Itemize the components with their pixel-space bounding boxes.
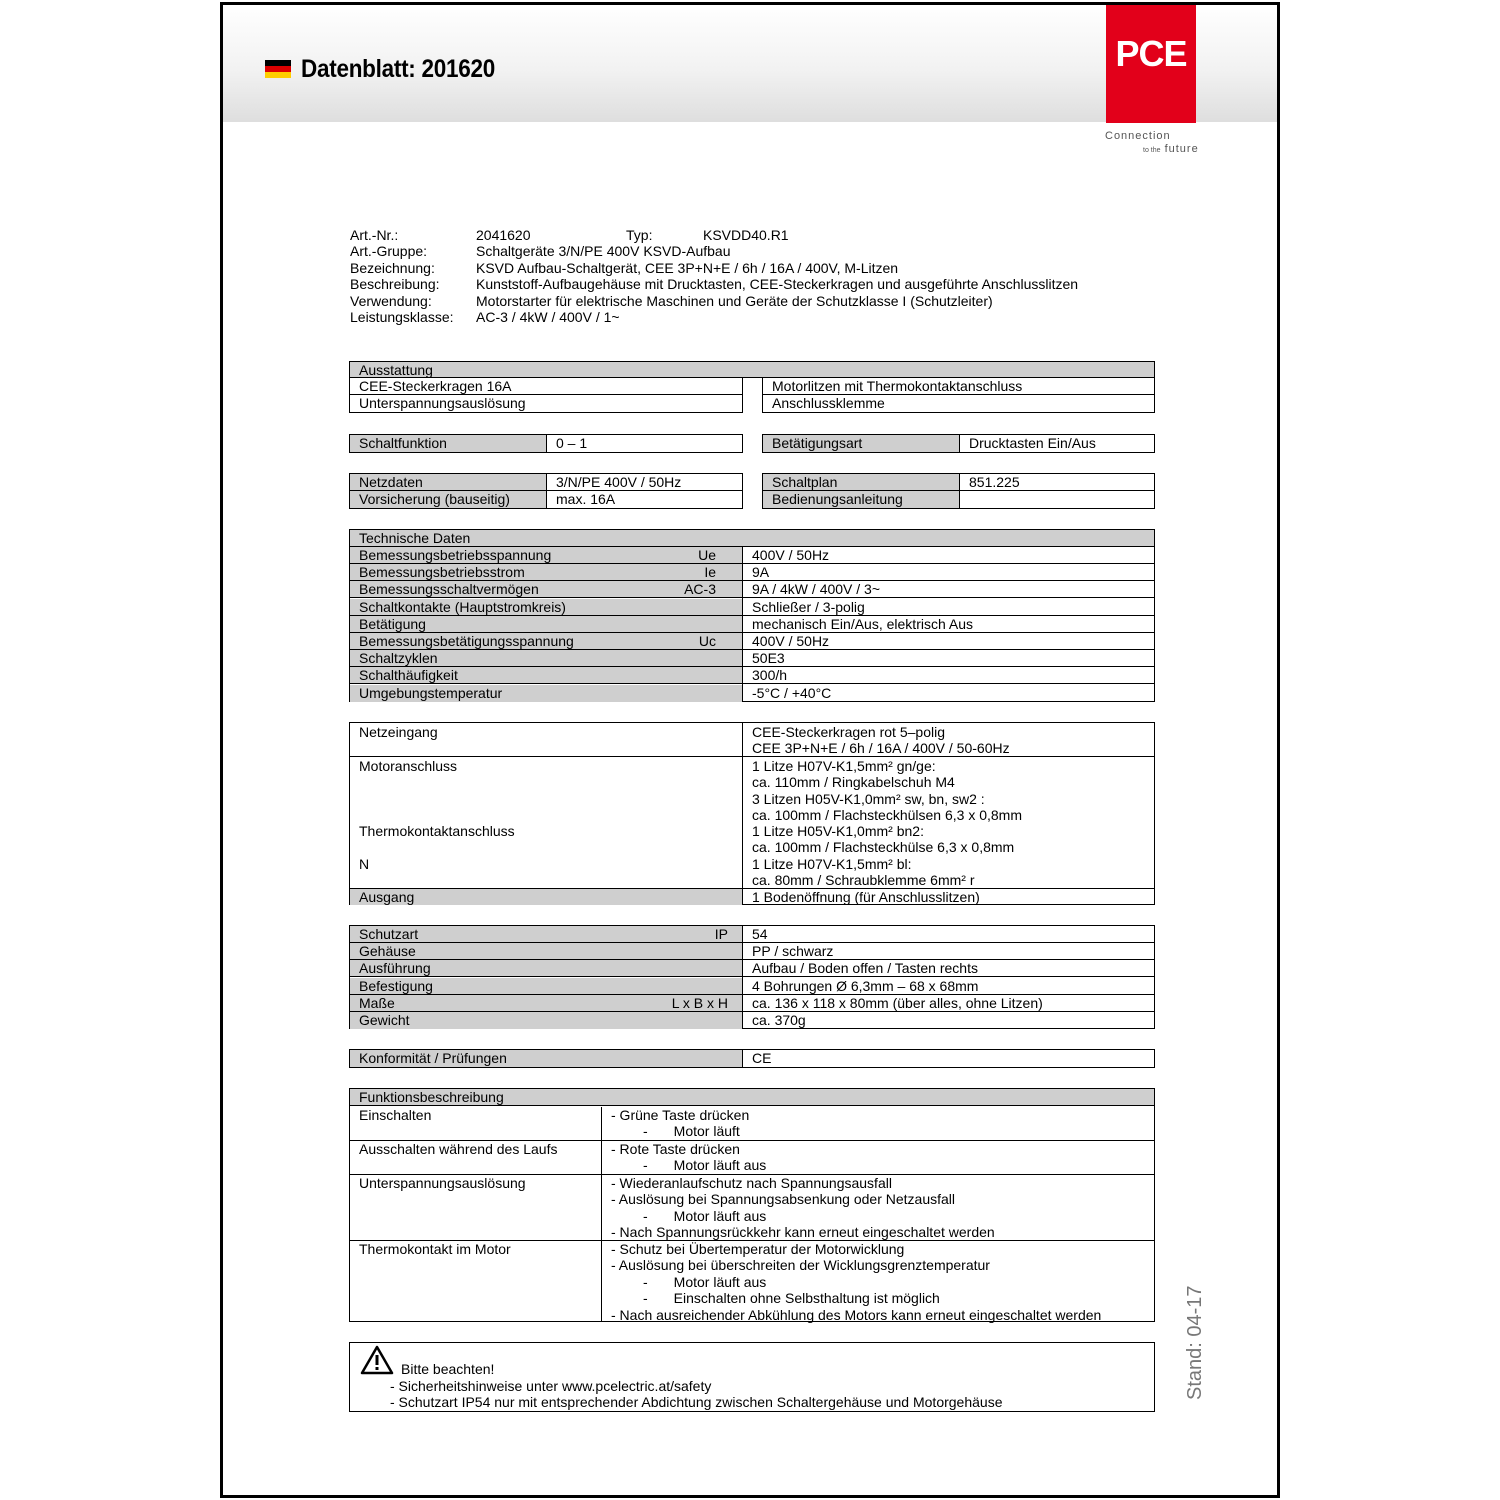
slogan-line1: Connection — [1105, 130, 1171, 142]
gehaeuse-row-label: Ausführung — [350, 960, 742, 977]
ausstattung-item: Motorlitzen mit Thermokontaktanschluss — [762, 378, 1155, 395]
gehaeuse-row-value: Aufbau / Boden offen / Tasten rechts — [743, 960, 1154, 977]
page-title: Datenblatt: 201620 — [301, 55, 495, 83]
bedienungsanleitung-value — [960, 491, 1155, 508]
typ-label: Typ: — [626, 227, 653, 243]
gehaeuse-row-value: ca. 136 x 118 x 80mm (über alles, ohne Litzen) — [743, 995, 1154, 1012]
funktionsbeschreibung-table — [349, 1088, 1155, 1322]
gehaeuse-row-label: Maße — [350, 995, 742, 1012]
thermokontakt-motor-text: - Schutz bei Übertemperatur der Motorwicklung - Auslösung bei überschreiten der Wicklungsgrenztemperatur - Motor läuft aus - Einschalten ohne Selbsthaltung ist möglich - Nach ausreichender Abkühlung des Motors kann erneut eingeschaltet werden — [611, 1241, 1102, 1323]
tech-row-label: Bemessungsbetriebsspannung — [350, 547, 742, 564]
tech-row-value: Schließer / 3-polig — [743, 599, 1154, 616]
vorsicherung-value: max. 16A — [556, 491, 616, 507]
warning-icon — [360, 1345, 394, 1375]
einschalten-text: - Grüne Taste drücken - Motor läuft — [611, 1107, 750, 1140]
tech-row-value: 400V / 50Hz — [743, 633, 1154, 650]
netzdaten-table — [349, 473, 743, 509]
gehaeuse-row-label: Gewicht — [350, 1012, 742, 1029]
konformitaet-label: Konformität / Prüfungen — [350, 1050, 742, 1067]
tech-row-value: 50E3 — [743, 650, 1154, 667]
info-label: Bezeichnung: — [350, 259, 435, 276]
tech-row-value: 300/h — [743, 667, 1154, 684]
tech-row-label: Umgebungstemperatur — [350, 685, 742, 702]
schaltfunktion-value: 0 – 1 — [556, 435, 588, 451]
hinweis-title: Bitte beachten! — [401, 1361, 495, 1377]
tech-row-value: 400V / 50Hz — [743, 547, 1154, 564]
konformitaet-table — [349, 1049, 1155, 1068]
ausstattung-item: Unterspannungsauslösung — [349, 395, 743, 413]
tech-row-symbol: Ue — [698, 547, 716, 563]
info-label: Beschreibung: — [350, 276, 440, 293]
tech-row-symbol: Ie — [704, 564, 716, 581]
funktion-title: Funktionsbeschreibung — [350, 1089, 1154, 1106]
gehaeuse-row-label: Gehäuse — [350, 943, 742, 960]
anschluss-table — [349, 722, 1155, 905]
tech-row-value: -5°C / +40°C — [752, 684, 832, 701]
n-label: N — [359, 856, 370, 872]
thermokontakt-motor-label: Thermokontakt im Motor — [359, 1241, 511, 1257]
info-label: Verwendung: — [350, 292, 432, 309]
gehaeuse-table — [349, 925, 1155, 1029]
netzdaten-label: Netzdaten — [350, 474, 546, 491]
info-label: Art.-Gruppe: — [350, 243, 428, 260]
datasheet-page — [220, 2, 1280, 1498]
tech-row-label: Schaltkontakte (Hauptstromkreis) — [350, 599, 742, 616]
gehaeuse-row-symbol: IP — [714, 926, 728, 942]
tech-row-symbol: AC-3 — [684, 581, 716, 598]
technische-daten-table — [349, 529, 1155, 702]
ausschalten-label: Ausschalten während des Laufs — [359, 1141, 558, 1157]
art-nr-label: Art.-Nr.: — [350, 227, 399, 243]
slogan-line2: to the future — [1143, 143, 1199, 155]
german-flag-icon — [265, 60, 291, 78]
gehaeuse-row-value: 54 — [743, 926, 1154, 943]
gehaeuse-row-value: 4 Bohrungen Ø 6,3mm – 68 x 68mm — [743, 978, 1154, 995]
technische-daten-title: Technische Daten — [350, 530, 1154, 547]
motoranschluss-value: 1 Litze H07V-K1,5mm² gn/ge: ca. 110mm / Ringkabelschuh M4 3 Litzen H05V-K1,0mm² sw, bn, sw2 : ca. 100mm / Flachsteckhülsen 6,3 x 0,8mm — [752, 758, 1022, 824]
konformitaet-value: CE — [752, 1050, 772, 1066]
ausstattung-title: Ausstattung — [349, 361, 1155, 378]
tech-row-label: Schalthäufigkeit — [350, 667, 742, 684]
info-value: AC-3 / 4kW / 400V / 1~ — [476, 308, 620, 325]
tech-row-label: Bemessungsschaltvermögen — [350, 581, 742, 598]
art-nr-value: 2041620 — [476, 227, 531, 243]
ausstattung-item: CEE-Steckerkragen 16A — [349, 378, 743, 395]
info-value: Kunststoff-Aufbaugehäuse mit Drucktasten, CEE-Steckerkragen und ausgeführte Anschlusslitzen — [476, 276, 1079, 293]
unterspannung-text: - Wiederanlaufschutz nach Spannungsausfall - Auslösung bei Spannungsabsenkung oder Netzausfall - Motor läuft aus - Nach Spannungsrückkehr kann erneut eingeschaltet werden — [611, 1175, 995, 1241]
ausstattung-table — [349, 361, 1155, 414]
gehaeuse-row-value: PP / schwarz — [743, 943, 1154, 960]
gehaeuse-row-symbol: L x B x H — [671, 994, 728, 1011]
info-label: Leistungsklasse: — [350, 308, 454, 325]
betaetigungsart-label: Betätigungsart — [763, 435, 959, 452]
schaltplan-label: Schaltplan — [763, 474, 959, 491]
typ-value: KSVDD40.R1 — [703, 227, 789, 243]
netzeingang-label: Netzeingang — [359, 724, 438, 740]
tech-row-label: Bemessungsbetriebsstrom — [350, 564, 742, 581]
thermokontakt-value: 1 Litze H05V-K1,0mm² bn2: ca. 100mm / Flachsteckhülse 6,3 x 0,8mm — [752, 823, 1015, 856]
gehaeuse-row-label: Befestigung — [350, 978, 742, 995]
thermokontakt-label: Thermokontaktanschluss — [359, 823, 515, 839]
betaetigungsart-value: Drucktasten Ein/Aus — [969, 435, 1096, 451]
tech-row-label: Betätigung — [350, 616, 742, 633]
bedienungsanleitung-label: Bedienungsanleitung — [763, 491, 959, 508]
ausgang-label: Ausgang — [350, 889, 742, 905]
tech-row-label: Bemessungsbetätigungsspannung — [350, 633, 742, 650]
info-value: Motorstarter für elektrische Maschinen und Geräte der Schutzklasse I (Schutzleiter) — [476, 292, 993, 309]
ausstattung-item: Anschlussklemme — [762, 395, 1155, 413]
info-value: Schaltgeräte 3/N/PE 400V KSVD-Aufbau — [476, 243, 731, 260]
vorsicherung-label: Vorsicherung (bauseitig) — [350, 491, 546, 508]
tech-row-value: mechanisch Ein/Aus, elektrisch Aus — [743, 616, 1154, 633]
gehaeuse-row-label: Schutzart — [350, 926, 742, 943]
tech-row-value: 9A — [743, 564, 1154, 581]
tech-row-value: 9A / 4kW / 400V / 3~ — [743, 581, 1154, 598]
tech-row-symbol: Uc — [698, 633, 716, 649]
motoranschluss-label: Motoranschluss — [359, 758, 458, 774]
betaetigungsart-table — [762, 434, 1155, 453]
info-value: KSVD Aufbau-Schaltgerät, CEE 3P+N+E / 6h / 16A / 400V, M-Litzen — [476, 259, 899, 276]
hinweis-lines: - Sicherheitshinweise unter www.pcelectric.at/safety - Schutzart IP54 nur mit entsprechender Abdichtung zwischen Schaltergehäuse und Motorgehäuse — [390, 1378, 1003, 1411]
einschalten-label: Einschalten — [359, 1107, 432, 1123]
schaltfunktion-label: Schaltfunktion — [350, 435, 546, 452]
ausgang-value: 1 Bodenöffnung (für Anschlusslitzen) — [752, 889, 980, 905]
stand-label: Stand: 04-17 — [1184, 1285, 1206, 1400]
schaltplan-table — [762, 473, 1155, 509]
tech-row-label: Schaltzyklen — [350, 650, 742, 667]
unterspannung-label: Unterspannungsauslösung — [359, 1175, 526, 1191]
netzeingang-value: CEE-Steckerkragen rot 5–polig CEE 3P+N+E / 6h / 16A / 400V / 50-60Hz — [752, 724, 1010, 757]
netzdaten-value: 3/N/PE 400V / 50Hz — [547, 474, 743, 491]
gehaeuse-row-value: ca. 370g — [752, 1012, 806, 1028]
ausschalten-text: - Rote Taste drücken - Motor läuft aus — [611, 1141, 767, 1174]
hinweis-box — [349, 1342, 1155, 1412]
n-value: 1 Litze H07V-K1,5mm² bl: ca. 80mm / Schraubklemme 6mm² r — [752, 856, 975, 889]
pce-logo: PCE — [1106, 5, 1196, 123]
schaltfunktion-table — [349, 434, 743, 453]
schaltplan-value: 851.225 — [960, 474, 1155, 491]
